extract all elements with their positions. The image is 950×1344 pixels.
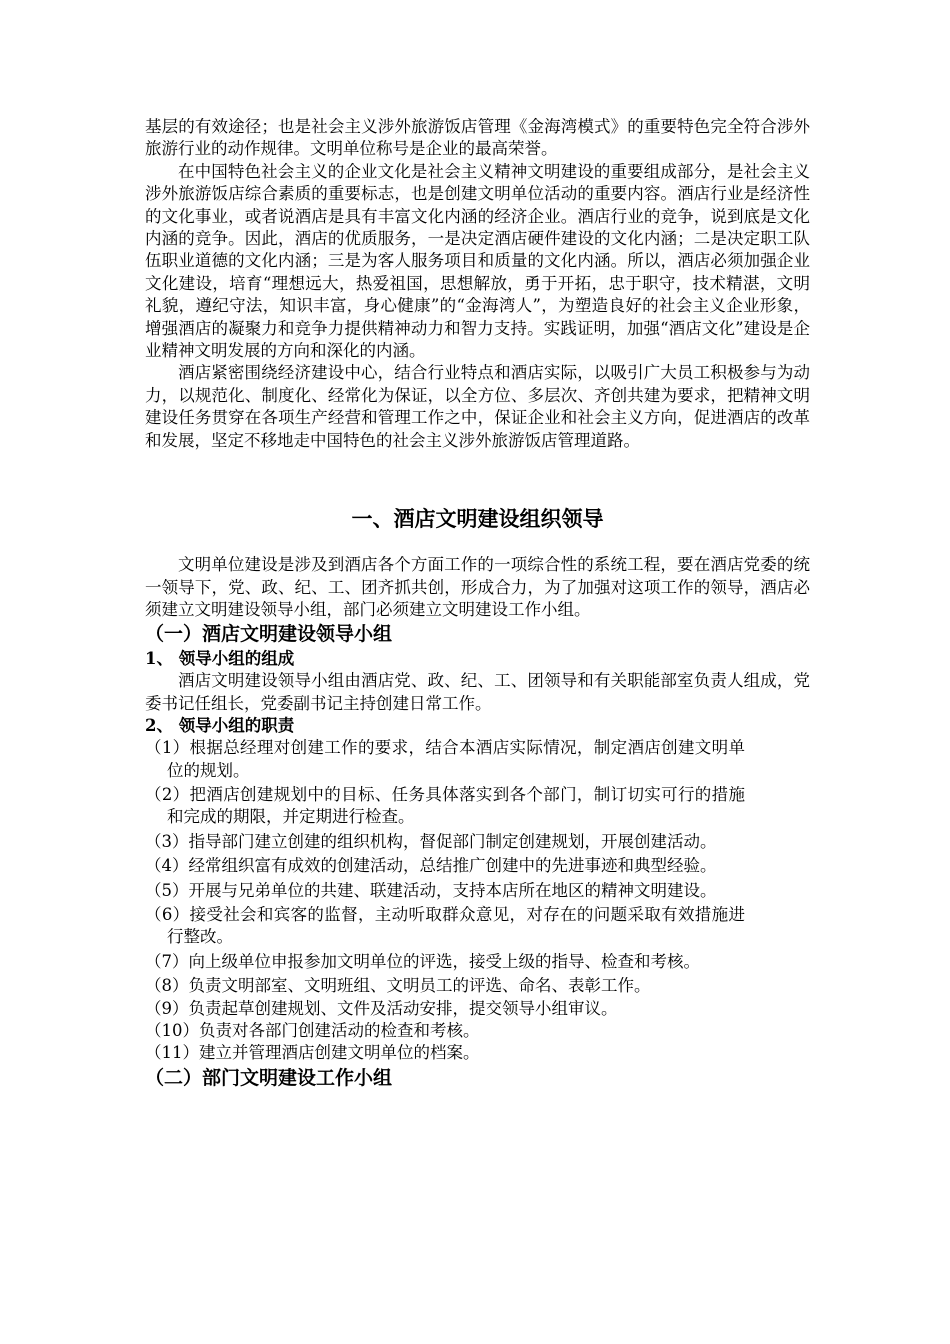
- spacer: [145, 534, 810, 554]
- section-intro-paragraph: 文明单位建设是涉及到酒店各个方面工作的一项综合性的系统工程，要在酒店党委的统一领导下，党、政、纪、工、团齐抓共创，形成合力，为了加强对这项工作的领导，酒店必须建立文明建设领导小组，部门必须建立文明建设工作小组。: [145, 555, 810, 619]
- intro-paragraph-2: 在中国特色社会主义的企业文化是社会主义精神文明建设的重要组成部分，是社会主义涉外旅游饭店综合素质的重要标志，也是创建文明单位活动的重要内容。酒店行业是经济性的文化事业，或者说酒店是具有丰富文化内涵的经济企业。酒店行业的竞争，说到底是文化内涵的竞争。因此，酒店的优质服务，一是决定酒店硬件建设的文化内涵；二是决定职工队伍职业道德的文化内涵；三是为客人服务项目和质量的文化内涵。所以，酒店必须加强企业文化建设，培育“理想远大，热爱祖国，思想解放，勇于开拓，忠于职守，技术精湛，文明礼貌，遵纪守法，知识丰富，身心健康”的“金海湾人”，为塑造良好的社会主义企业形象，增强酒店的凝聚力和竞争力提供精神动力和智力支持。实践证明，加强“酒店文化”建设是企业精神文明发展的方向和深化的内涵。: [145, 161, 810, 361]
- duties-list: [145, 737, 745, 1065]
- duty-item: （1）根据总经理对创建工作的要求，结合本酒店实际情况，制定酒店创建文明单位的规划。: [145, 738, 745, 780]
- duty-item: （9）负责起草创建规划、文件及活动安排，提交领导小组审议。: [145, 998, 618, 1018]
- duty-item: （4）经常组织富有成效的创建活动，总结推广创建中的先进事迹和典型经验。: [145, 856, 717, 876]
- duty-item: （5）开展与兄弟单位的共建、联建活动，支持本店所在地区的精神文明建设。: [145, 880, 717, 900]
- intro-paragraph-3: 酒店紧密围绕经济建设中心，结合行业特点和酒店实际，以吸引广大员工积极参与为动力，以规范化、制度化、经常化为保证，以全方位、多层次、齐创共建为要求，把精神文明建设任务贯穿在各项生产经营和管理工作之中，保证企业和社会主义方向，促进酒店的改革和发展，坚定不移地走中国特色的社会主义涉外旅游饭店管理道路。: [145, 363, 810, 450]
- duty-item: （7）向上级单位申报参加文明单位的评选，接受上级的指导、检查和考核。: [145, 951, 700, 971]
- item-heading-composition: 1、 领导小组的组成: [145, 649, 295, 669]
- duty-item: （8）负责文明部室、文明班组、文明员工的评选、命名、表彰工作。: [145, 976, 651, 996]
- document-body: [145, 116, 810, 1092]
- composition-paragraph: 酒店文明建设领导小组由酒店党、政、纪、工、团领导和有关职能部室负责人组成，党委书记任组长，党委副书记主持创建日常工作。: [145, 671, 810, 713]
- spacer: [145, 452, 810, 504]
- subsection-heading-2: （二）部门文明建设工作小组: [145, 1066, 393, 1089]
- subsection-heading-1: （一）酒店文明建设领导小组: [145, 623, 393, 646]
- intro-paragraph-1: 基层的有效途径；也是社会主义涉外旅游饭店管理《金海湾模式》的重要特色完全符合涉外旅游行业的动作规律。文明单位称号是企业的最高荣誉。: [145, 117, 810, 159]
- duty-item: （11）建立并管理酒店创建文明单位的档案。: [145, 1043, 480, 1063]
- item-heading-duties: 2、 领导小组的职责: [145, 716, 295, 736]
- duty-item: （3）指导部门建立创建的组织机构，督促部门制定创建规划，开展创建活动。: [145, 831, 717, 851]
- duty-item: （10）负责对各部门创建活动的检查和考核。: [145, 1021, 480, 1040]
- duty-item: （6）接受社会和宾客的监督，主动听取群众意见，对存在的问题采取有效措施进行整改。: [145, 904, 745, 947]
- duty-item: （2）把酒店创建规划中的目标、任务具体落实到各个部门，制订切实可行的措施和完成的期限，并定期进行检查。: [145, 784, 745, 827]
- section-heading: 一、酒店文明建设组织领导: [351, 506, 604, 532]
